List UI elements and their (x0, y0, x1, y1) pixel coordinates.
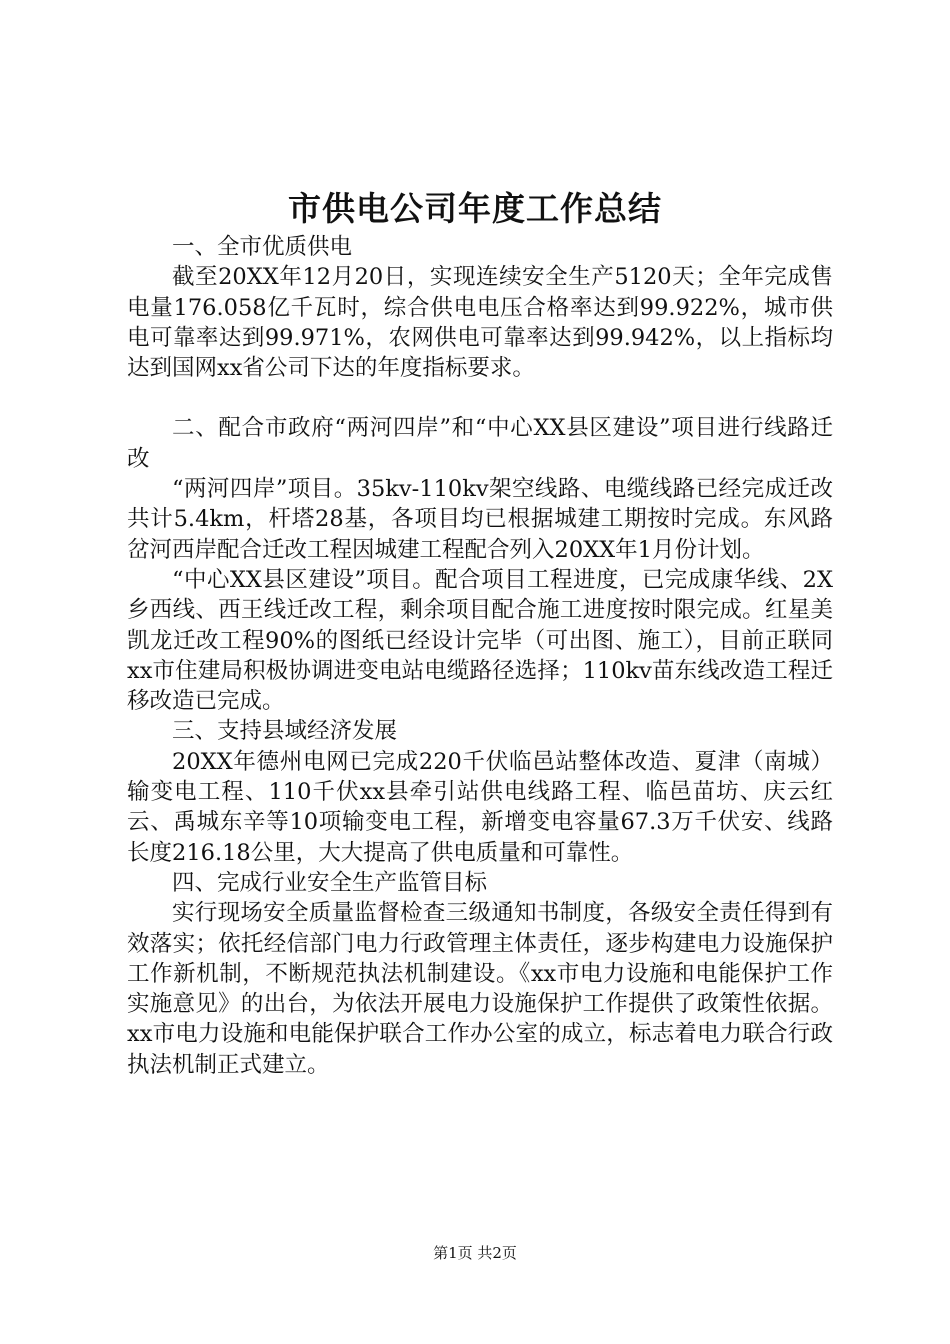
paragraph-gap (127, 383, 833, 413)
section-heading-3: 三、支持县域经济发展 (172, 718, 398, 745)
page-footer: 第1页 共2页 (433, 1244, 517, 1262)
section-4-paragraph-1: 实行现场安全质量监督检查三级通知书制度，各级安全责任得到有效落实；依托经信部门电力行政管理主体责任，逐步构建电力设施保护工作新机制，不断规范执法机制建设。《xx市电力设施和电能保护工作实施意见》的出台，为依法开展电力设施保护工作提供了政策性依据。xx市电力设施和电能保护联合工作办公室的成立，标志着电力联合行政执法机制正式建立。 (127, 900, 833, 1078)
section-heading-4: 四、完成行业安全生产监管目标 (172, 869, 488, 896)
section-3-paragraph-1: 20XX年德州电网已完成220千伏临邑站整体改造、夏津（南城）输变电工程、110千伏xx县牵引站供电线路工程、临邑苗坊、庆云红云、禹城东辛等10项输变电工程，新增变电容量67.3万千伏安、线路长度216.18公里，大大提高了供电质量和可靠性。 (127, 748, 833, 866)
section-heading-2: 二、配合市政府“两河四岸”和“中心XX县区建设”项目进行线路迁改 (127, 415, 833, 472)
section-2-paragraph-1: “两河四岸”项目。35kv-110kv架空线路、电缆线路已经完成迁改共计5.4km，杆塔28基，各项目均已根据城建工期按时完成。东风路岔河西岸配合迁改工程因城建工程配合列入20XX年1月份计划。 (127, 476, 833, 563)
page-title: 市供电公司年度工作总结 (288, 189, 662, 228)
section-heading-1: 一、全市优质供电 (172, 234, 353, 260)
section-1-paragraph-1: 截至20XX年12月20日，实现连续安全生产5120天；全年完成售电量176.058亿千瓦时，综合供电电压合格率达到99.922%，城市供电可靠率达到99.971%，农网供电可靠率达到99.942%，以上指标均达到国网xx省公司下达的年度指标要求。 (127, 264, 833, 382)
section-2-paragraph-2: “中心XX县区建设”项目。配合项目工程进度，已完成康华线、2X乡西线、西王线迁改工程，剩余项目配合施工进度按时限完成。红星美凯龙迁改工程90%的图纸已经设计完毕（可出图、施工），目前正联同xx市住建局积极协调进变电站电缆路径选择；110kv苗东线改造工程迁移改造已完成。 (127, 566, 833, 715)
document-body (127, 232, 833, 1080)
